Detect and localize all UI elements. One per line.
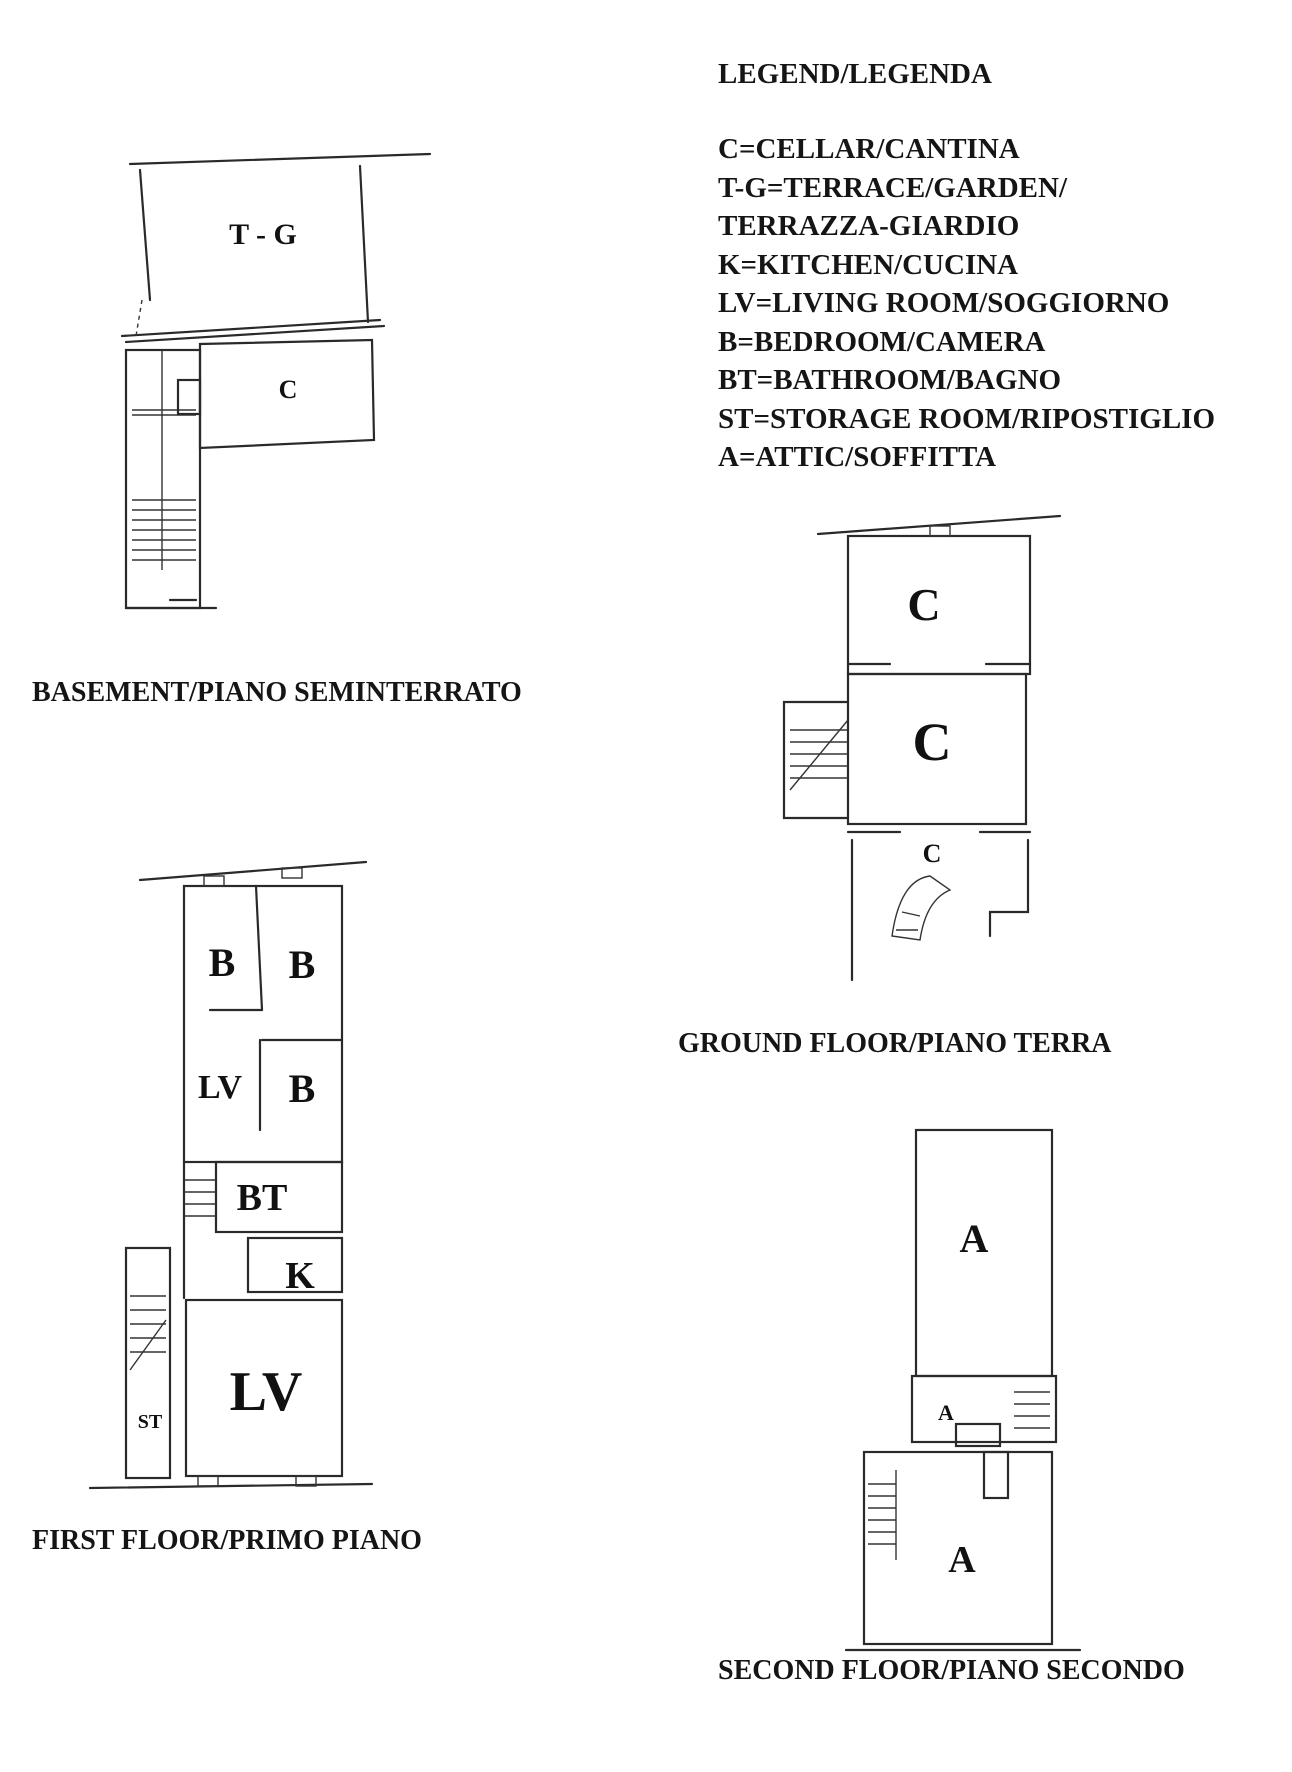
legend-item-attic: A=ATTIC/SOFFITTA: [718, 441, 997, 473]
basement-room-c: C: [278, 375, 298, 404]
basement-caption: BASEMENT/PIANO SEMINTERRATO: [32, 677, 522, 708]
legend-item-storage: ST=STORAGE ROOM/RIPOSTIGLIO: [718, 402, 1216, 435]
first-room-st: ST: [137, 1411, 163, 1433]
legend-item-bedroom: B=BEDROOM/CAMERA: [718, 325, 1046, 358]
ground-room-c-middle: C: [912, 712, 952, 772]
legend-item-cellar: C=CELLAR/CANTINA: [718, 133, 1020, 165]
second-floor-caption: SECOND FLOOR/PIANO SECONDO: [718, 1655, 1185, 1686]
first-room-lv-upper: LV: [197, 1069, 243, 1106]
legend-item-bathroom: BT=BATHROOM/BAGNO: [718, 364, 1062, 396]
legend-item-terrace-garden: T-G=TERRACE/GARDEN/: [718, 171, 1068, 204]
ground-floor-caption: GROUND FLOOR/PIANO TERRA: [678, 1028, 1112, 1059]
basement-room-tg: T - G: [229, 218, 297, 251]
first-room-lv-lower: LV: [229, 1361, 303, 1423]
first-room-b-right: B: [288, 942, 316, 987]
first-floor-plan: [90, 862, 372, 1488]
first-room-b-lower: B: [288, 1066, 316, 1111]
legend-item-terrace-garden-it: TERRAZZA-GIARDIO: [718, 210, 1020, 242]
first-room-b-left: B: [208, 940, 236, 985]
second-room-a-top: A: [959, 1216, 989, 1261]
first-room-bt: BT: [236, 1177, 288, 1219]
first-floor-caption: FIRST FLOOR/PRIMO PIANO: [32, 1525, 422, 1556]
ground-floor-plan: [784, 516, 1060, 980]
ground-room-c-top: C: [907, 579, 941, 630]
legend-item-kitchen: K=KITCHEN/CUCINA: [718, 248, 1019, 281]
second-room-a-bottom: A: [948, 1539, 976, 1581]
legend-item-living-room: LV=LIVING ROOM/SOGGIORNO: [718, 287, 1170, 319]
ground-room-c-bottom: C: [922, 839, 942, 868]
second-floor-plan: [846, 1130, 1080, 1650]
legend-title: LEGEND/LEGENDA: [718, 58, 992, 90]
first-room-k: K: [285, 1255, 315, 1297]
basement-plan: [122, 154, 430, 608]
second-room-a-middle: A: [938, 1400, 954, 1425]
